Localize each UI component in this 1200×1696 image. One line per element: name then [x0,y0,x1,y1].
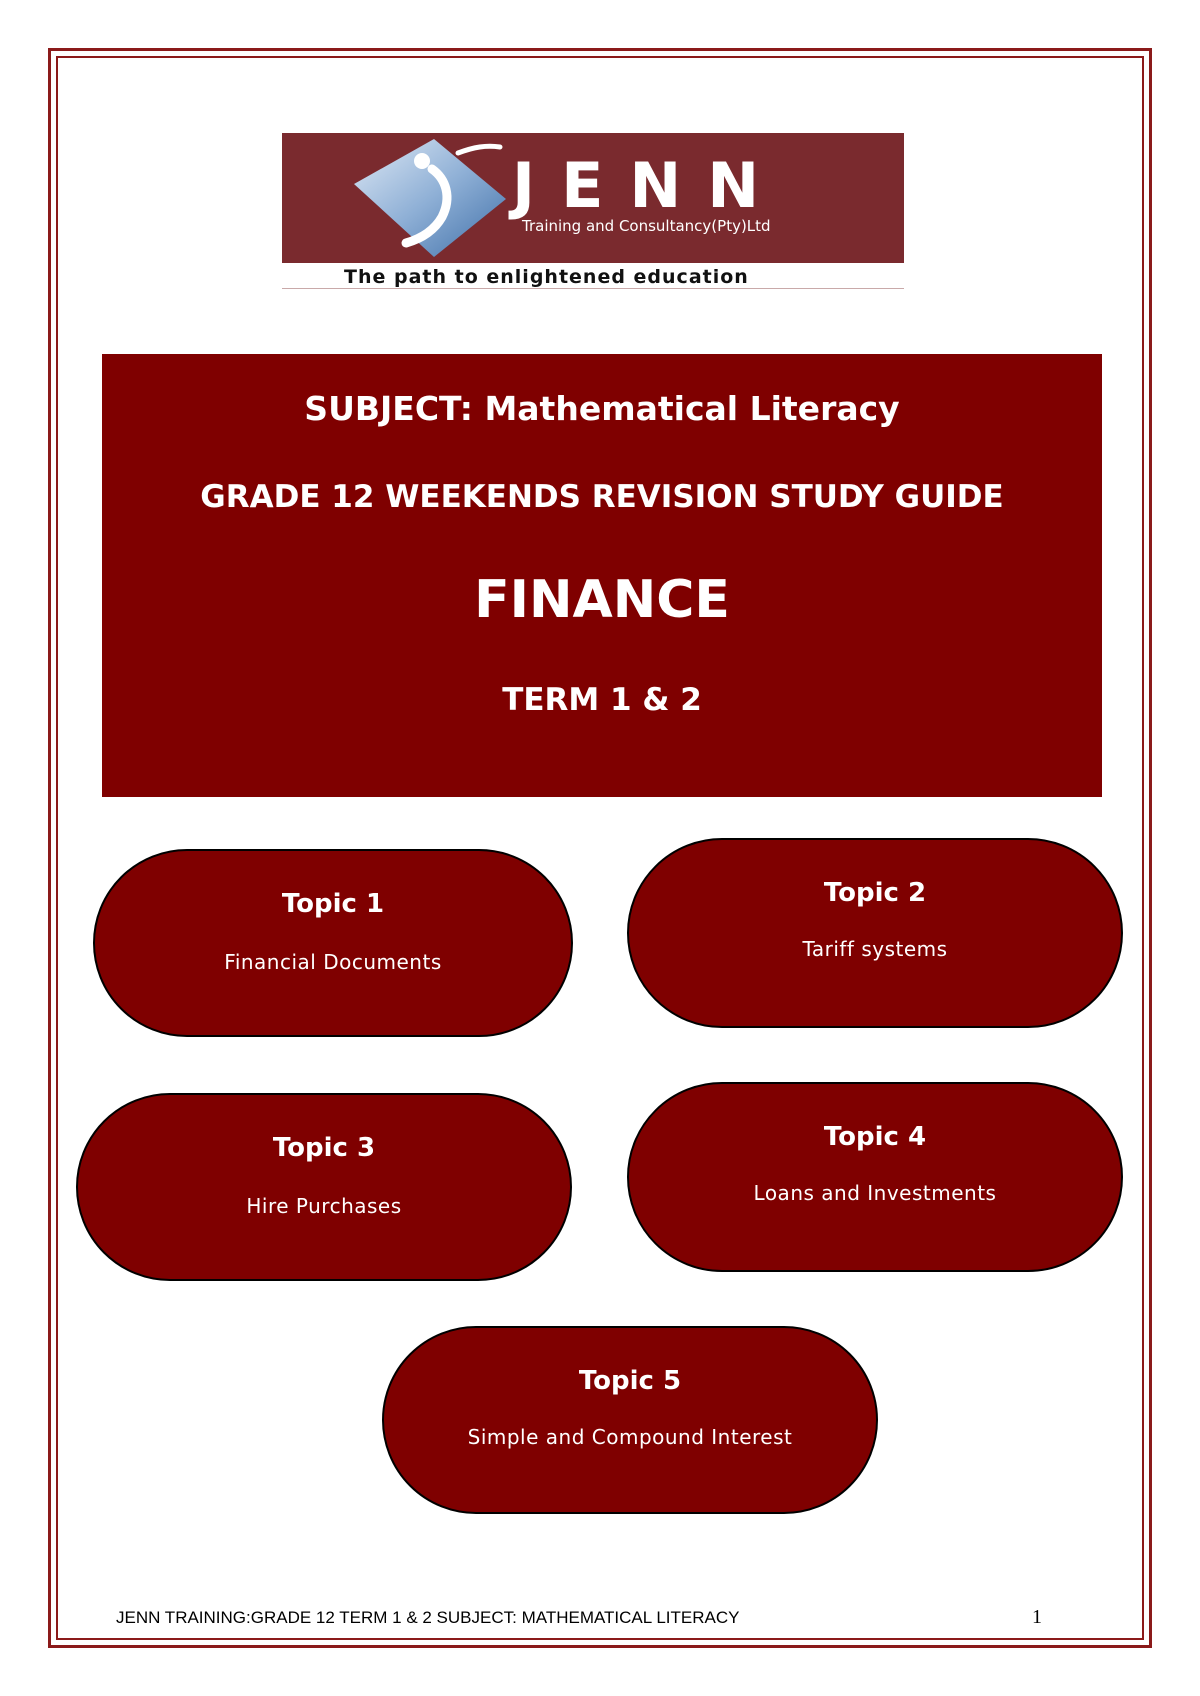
topic-card-2 [627,838,1123,1028]
logo-tagline: The path to enlightened education [344,266,749,288]
cover-title-block [102,354,1102,797]
topic-card-3 [76,1093,572,1281]
topic-description: Loans and Investments [753,1181,997,1205]
footer-text: JENN TRAINING:GRADE 12 TERM 1 & 2 SUBJECT: MATHEMATICAL LITERACY [116,1608,740,1627]
topic-card-5 [382,1326,878,1514]
topic-description: Hire Purchases [246,1194,402,1218]
topic-title: Topic 1 [281,889,385,919]
logo-underline [282,288,904,289]
topic-title: Topic 5 [578,1366,682,1396]
logo-band [282,133,904,263]
topic-area-heading: FINANCE [474,570,730,630]
logo-figure-icon [354,139,514,257]
topic-description: Tariff systems [802,937,948,961]
term-heading: TERM 1 & 2 [502,682,702,718]
jenn-logo [282,133,904,289]
topic-card-1 [93,849,573,1037]
topic-description: Simple and Compound Interest [467,1425,793,1449]
topic-card-4 [627,1082,1123,1272]
page-number: 1 [1032,1606,1042,1628]
logo-title: JENN [512,149,786,222]
subject-heading: SUBJECT: Mathematical Literacy [304,389,900,428]
topic-title: Topic 4 [823,1122,927,1152]
topic-description: Financial Documents [224,950,442,974]
topic-title: Topic 3 [272,1133,376,1163]
topic-title: Topic 2 [823,878,927,908]
guide-heading: GRADE 12 WEEKENDS REVISION STUDY GUIDE [200,479,1004,515]
logo-subtitle: Training and Consultancy(Pty)Ltd [522,217,771,235]
